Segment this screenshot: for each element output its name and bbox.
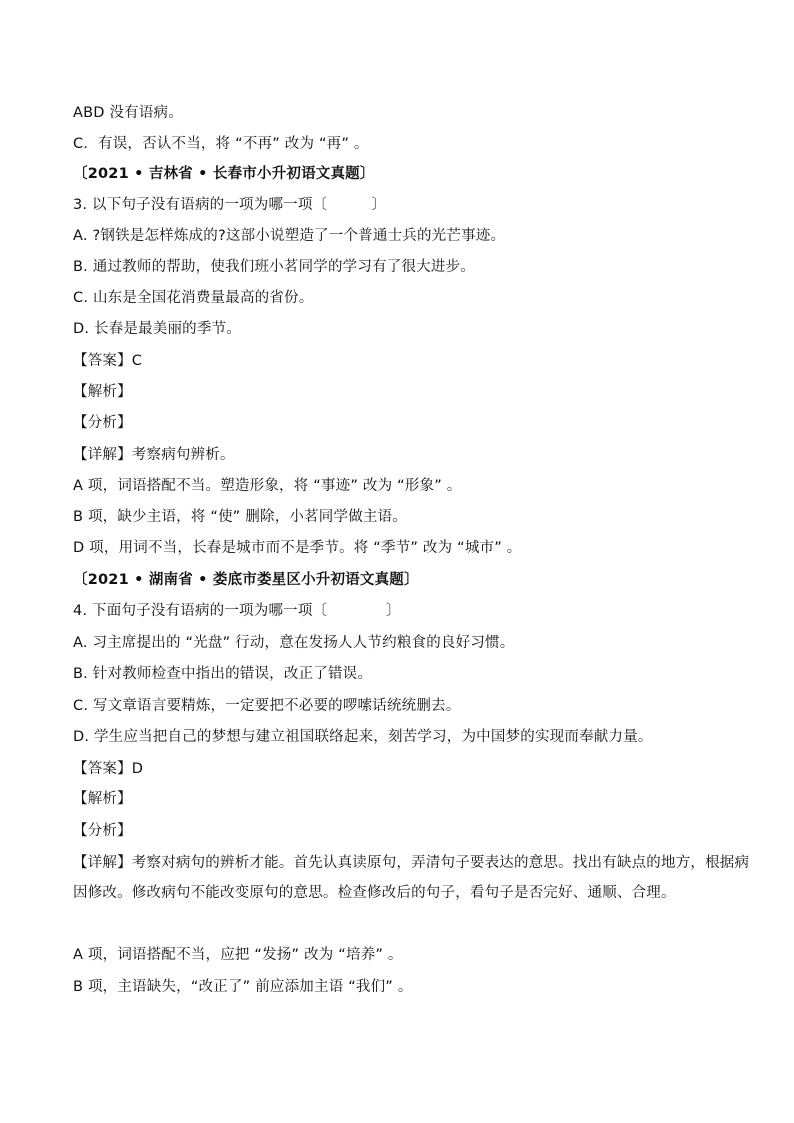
option-d: D. 长春是最美丽的季节。: [73, 321, 241, 337]
option-a: A. 习主席提出的 “光盘” 行动，意在发扬人人节约粮食的良好习惯。: [73, 635, 515, 651]
option-b: B. 针对教师检查中指出的错误，改正了错误。: [73, 666, 373, 682]
option-d: D. 学生应当把自己的梦想与建立祖国联络起来，刻苦学习，为中国梦的实现而奉献力量。: [73, 729, 653, 745]
question-stem: 4. 下面句子没有语病的一项为哪一项〔 〕: [73, 603, 401, 619]
section-heading: 〔2021 • 吉林省 • 长春市小升初语文真题〕: [73, 166, 375, 182]
detail-text: 【详解】考察病句辨析。: [73, 447, 235, 463]
option-c: C. 写文章语言要精炼，一定要把不必要的啰嗦话统统删去。: [73, 698, 461, 714]
explanation-line: B 项，缺少主语，将 “使” 删除，小茗同学做主语。: [73, 509, 407, 525]
explanation-line: D 项，用词不当，长春是城市而不是季节。将 “季节” 改为 “城市” 。: [73, 540, 522, 556]
explanation-line: B 项，主语缺失，“改正了” 前应添加主语 “我们” 。: [73, 979, 413, 995]
text-line: ABD 没有语病。: [73, 105, 183, 121]
option-a: A. ?钢铁是怎样炼成的?这部小说塑造了一个普通士兵的光芒事迹。: [73, 228, 506, 244]
detail-paragraph: 【详解】考察对病句的辨析才能。首先认真读原句，弄清句子要表达的意思。找出有缺点的地方，根据病因修改。修改病句不能改变原句的意思。检查修改后的句子，看句子是否完好、通顺、合理。: [73, 855, 750, 901]
analysis-label: 【解析】: [73, 791, 132, 807]
explanation-line: A 项，词语搭配不当。塑造形象，将 “事迹” 改为 “形象” 。: [73, 478, 462, 494]
answer-label: 【答案】C: [73, 353, 143, 369]
analysis-label: 【解析】: [73, 384, 132, 400]
text-line: C．有误，否认不当，将 “不再” 改为 “再” 。: [73, 136, 369, 152]
answer-label: 【答案】D: [73, 761, 144, 777]
section-heading: 〔2021 • 湖南省 • 娄底市娄星区小升初语文真题〕: [73, 572, 419, 588]
option-b: B. 通过教师的帮助，使我们班小茗同学的学习有了很大进步。: [73, 259, 475, 275]
explanation-line: A 项，词语搭配不当，应把 “发扬” 改为 “培养” 。: [73, 947, 403, 963]
option-c: C. 山东是全国花消费量最高的省份。: [73, 290, 314, 306]
fenxi-label: 【分析】: [73, 823, 132, 839]
question-stem: 3. 以下句子没有语病的一项为哪一项〔 〕: [73, 197, 387, 213]
fenxi-label: 【分析】: [73, 415, 132, 431]
